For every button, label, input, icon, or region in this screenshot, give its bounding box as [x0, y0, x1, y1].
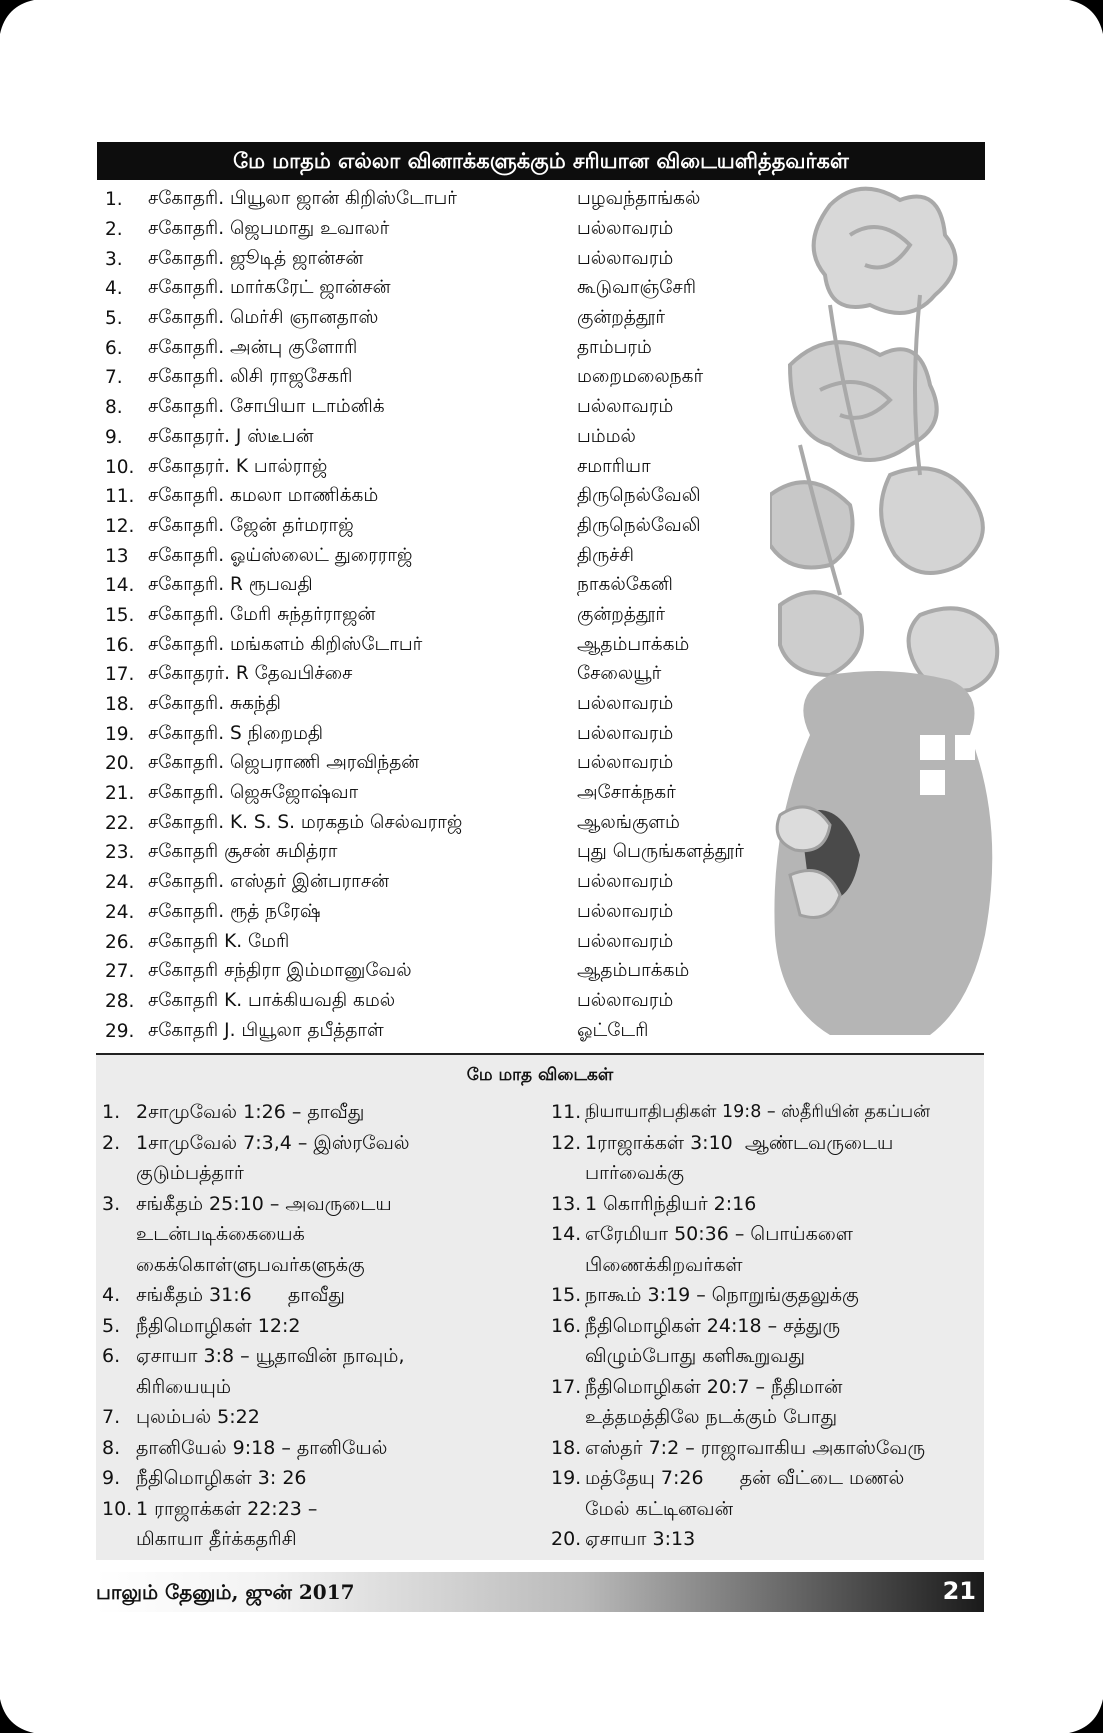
- list-item: [97, 719, 857, 749]
- answer-line: எஸ்தர் 7:2 – ராஜாவாகிய அகாஸ்வேரு: [585, 1436, 926, 1459]
- answer-line: நீதிமொழிகள் 24:18 – சத்துரு: [585, 1314, 841, 1337]
- winner-place: பல்லாவரம்: [577, 218, 674, 240]
- answer-text: [585, 1311, 981, 1372]
- winner-place: தாம்பரம்: [577, 336, 652, 358]
- list-item: [97, 512, 857, 542]
- answer-line: நாகூம் 3:19 – நொறுங்குதலுக்கு: [585, 1284, 859, 1306]
- answer-item: [102, 1128, 542, 1189]
- winner-place: பல்லாவரம்: [577, 930, 674, 952]
- winner-number: 24.: [105, 901, 135, 923]
- list-item: [97, 571, 857, 601]
- answer-number: 15.: [551, 1284, 582, 1306]
- winner-number: 8.: [105, 397, 123, 419]
- winner-number: 6.: [105, 337, 123, 359]
- answer-number: 20.: [551, 1528, 582, 1550]
- winner-number: 9.: [105, 426, 123, 448]
- list-item: [97, 898, 857, 928]
- answer-text: [585, 1524, 981, 1555]
- answer-line: நீதிமொழிகள் 3: 26: [136, 1467, 307, 1489]
- answer-item: [551, 1372, 981, 1433]
- corner-mark-icon: [1069, 0, 1103, 34]
- winner-name: சகோதரி. சுகந்தி: [148, 693, 281, 715]
- winner-number: 24.: [105, 872, 135, 894]
- page-number: 21: [942, 1577, 976, 1605]
- answer-text: [585, 1463, 981, 1524]
- answer-number: 10.: [102, 1497, 133, 1520]
- answer-item: [551, 1128, 981, 1189]
- answer-item: [102, 1433, 542, 1464]
- answer-line: 2சாமுவேல் 1:26 – தாவீது: [136, 1101, 365, 1123]
- winner-number: 7.: [105, 367, 123, 389]
- answer-number: 18.: [551, 1436, 582, 1459]
- answer-number: 13.: [551, 1192, 582, 1215]
- answer-line: உத்தமத்திலே நடக்கும் போது: [585, 1406, 838, 1428]
- winner-place: பல்லாவரம்: [577, 247, 674, 269]
- winner-name: சகோதரி K. மேரி: [148, 930, 290, 952]
- list-item: [97, 274, 857, 304]
- winner-place: பம்மல்: [577, 425, 636, 447]
- answer-item: [102, 1341, 542, 1402]
- winner-name: சகோதரி. ரூத் நரேஷ்: [148, 900, 321, 922]
- winner-place: குன்றத்தூர்: [577, 307, 666, 329]
- list-item: [97, 304, 857, 334]
- answer-number: 17.: [551, 1375, 582, 1398]
- answer-text: [585, 1128, 981, 1189]
- answer-line: ஏசாயா 3:8 – யூதாவின் நாவும்,: [136, 1345, 405, 1367]
- winner-place: திருச்சி: [577, 544, 635, 566]
- answer-line: நீதிமொழிகள் 20:7 – நீதிமான்: [585, 1375, 843, 1398]
- winner-number: 5.: [105, 308, 123, 330]
- answer-text: [585, 1280, 981, 1311]
- winner-place: குன்றத்தூர்: [577, 603, 666, 625]
- answer-line: நியாயாதிபதிகள் 19:8 – ஸ்தீரியின் தகப்பன்: [585, 1102, 931, 1122]
- winner-place: சமாரியா: [577, 455, 651, 477]
- answer-item: [551, 1280, 981, 1311]
- winner-name: சகோதரி. K. S. S. மரகதம் செல்வராஜ்: [148, 811, 463, 833]
- winner-name: சகோதரி. மெர்சி ஞானதாஸ்: [148, 307, 379, 329]
- winner-name: சகோதரி. கமலா மாணிக்கம்: [148, 485, 379, 507]
- winner-name: சகோதரி. S நிறைமதி: [148, 722, 324, 744]
- winner-number: 18.: [105, 694, 135, 716]
- winner-name: சகோதரர். K பால்ராஜ்: [148, 455, 328, 477]
- answer-text: [136, 1494, 542, 1555]
- winner-number: 11.: [105, 486, 135, 508]
- answer-number: 5.: [102, 1314, 121, 1337]
- answer-number: 11.: [551, 1101, 582, 1123]
- list-item: [97, 749, 857, 779]
- winner-place: பல்லாவரம்: [577, 693, 674, 715]
- magazine-name: பாலும் தேனும், ஜுன் 2017: [96, 1580, 355, 1604]
- answer-item: [102, 1494, 542, 1555]
- winner-number: 2.: [105, 219, 123, 241]
- answer-item: [102, 1189, 542, 1281]
- answers-right-column: [551, 1097, 981, 1555]
- winner-name: சகோதரி. மங்களம் கிறிஸ்டோபர்: [148, 633, 423, 655]
- list-item: [97, 1016, 857, 1046]
- answer-line: கைக்கொள்ளுபவர்களுக்கு: [136, 1253, 365, 1276]
- answer-number: 16.: [551, 1314, 582, 1337]
- winner-name: சகோதரி. ஜூடித் ஜான்சன்: [148, 247, 364, 269]
- answer-line: பார்வைக்கு: [585, 1162, 685, 1184]
- winner-place: பல்லாவரம்: [577, 871, 674, 893]
- answer-line: புலம்பல் 5:22: [136, 1406, 260, 1428]
- answer-number: 4.: [102, 1284, 121, 1306]
- list-item: [97, 215, 857, 245]
- list-item: [97, 541, 857, 571]
- winner-name: சகோதரி. எஸ்தர் இன்பராசன்: [148, 871, 390, 893]
- winner-number: 10.: [105, 456, 135, 478]
- answer-line: நீதிமொழிகள் 12:2: [136, 1314, 301, 1337]
- answer-line: எரேமியா 50:36 – பொய்களை: [585, 1223, 853, 1245]
- list-item: [97, 363, 857, 393]
- answer-text: [585, 1097, 981, 1128]
- winner-place: ஆலங்குளம்: [577, 811, 680, 833]
- answer-item: [551, 1097, 981, 1128]
- winner-number: 27.: [105, 961, 135, 983]
- winner-number: 3.: [105, 248, 123, 270]
- answer-number: 9.: [102, 1467, 121, 1489]
- list-item: [97, 660, 857, 690]
- list-item: [97, 630, 857, 660]
- winner-place: ஓட்டேரி: [577, 1019, 649, 1041]
- winner-number: 14.: [105, 575, 135, 597]
- list-item: [97, 987, 857, 1017]
- list-item: [97, 393, 857, 423]
- answer-number: 19.: [551, 1467, 582, 1489]
- answer-line: குடும்பத்தார்: [136, 1162, 244, 1184]
- answer-line: 1 கொரிந்தியர் 2:16: [585, 1192, 757, 1215]
- answer-number: 6.: [102, 1345, 121, 1367]
- answers-section: [96, 1053, 984, 1560]
- answer-line: மேல் கட்டினவன்: [585, 1497, 734, 1520]
- answer-item: [551, 1311, 981, 1372]
- answer-item: [551, 1189, 981, 1220]
- answer-text: [136, 1402, 542, 1433]
- winner-place: திருநெல்வேலி: [577, 485, 701, 507]
- answer-line: மிகாயா தீர்க்கதரிசி: [136, 1528, 297, 1550]
- answer-text: [136, 1189, 542, 1281]
- answer-text: [136, 1097, 542, 1128]
- list-item: [97, 690, 857, 720]
- list-item: [97, 452, 857, 482]
- corner-mark-icon: [1069, 1699, 1103, 1733]
- list-item: [97, 482, 857, 512]
- winner-place: ஆதம்பாக்கம்: [577, 633, 690, 655]
- winner-place: பல்லாவரம்: [577, 396, 674, 418]
- answer-line: சங்கீதம் 25:10 – அவருடைய: [136, 1192, 392, 1215]
- winner-place: பல்லாவரம்: [577, 752, 674, 774]
- answer-item: [551, 1219, 981, 1280]
- answer-text: [585, 1189, 981, 1220]
- answer-number: 8.: [102, 1436, 121, 1459]
- answer-line: விழும்போது களிகூறுவது: [585, 1345, 806, 1367]
- winner-name: சகோதரி. ஜெபராணி அரவிந்தன்: [148, 752, 420, 774]
- answer-line: ஏசாயா 3:13: [585, 1528, 696, 1550]
- winner-number: 17.: [105, 664, 135, 686]
- answer-line: உடன்படிக்கையைக்: [136, 1223, 305, 1245]
- winners-list: [97, 185, 857, 1046]
- winner-place: பல்லாவரம்: [577, 989, 674, 1011]
- winner-place: கூடுவாஞ்சேரி: [577, 277, 697, 299]
- page-title: மே மாதம் எல்லா வினாக்களுக்கும் சரியான விடையளித்தவர்கள்: [97, 142, 985, 180]
- answers-left-column: [102, 1097, 542, 1555]
- winner-number: 22.: [105, 812, 135, 834]
- answer-text: [136, 1128, 542, 1189]
- winner-name: சகோதரி. ஜெசுஜோஷ்வா: [148, 782, 359, 804]
- winner-name: சகோதரி. மேரி சுந்தர்ராஜன்: [148, 603, 376, 625]
- list-item: [97, 927, 857, 957]
- winner-name: சகோதரி. ஜேன் தர்மராஜ்: [148, 514, 354, 536]
- corner-mark-icon: [0, 1699, 34, 1733]
- winner-number: 12.: [105, 515, 135, 537]
- winner-number: 1.: [105, 189, 123, 211]
- winner-name: சகோதரி. மார்கரேட் ஜான்சன்: [148, 277, 391, 299]
- page-footer: [96, 1572, 984, 1612]
- list-item: [97, 244, 857, 274]
- winner-place: புது பெருங்களத்தூர்: [577, 841, 744, 863]
- answer-line: மத்தேயு 7:26 தன் வீட்டை மணல்: [585, 1467, 905, 1489]
- answer-number: 14.: [551, 1223, 582, 1245]
- winner-place: திருநெல்வேலி: [577, 514, 701, 536]
- winner-name: சகோதரி K. பாக்கியவதி கமல்: [148, 989, 396, 1011]
- winner-number: 16.: [105, 634, 135, 656]
- winner-place: சேலையூர்: [577, 663, 662, 685]
- answer-line: 1சாமுவேல் 7:3,4 – இஸ்ரவேல்: [136, 1131, 410, 1154]
- winner-place: பல்லாவரம்: [577, 900, 674, 922]
- answer-text: [585, 1433, 981, 1464]
- answer-number: 12.: [551, 1131, 582, 1154]
- answer-text: [585, 1372, 981, 1433]
- winner-name: சகோதரி. ஜெபமாது உவாலர்: [148, 218, 390, 240]
- winner-number: 19.: [105, 723, 135, 745]
- answer-item: [551, 1463, 981, 1524]
- answer-number: 1.: [102, 1101, 121, 1123]
- list-item: [97, 601, 857, 631]
- answer-item: [102, 1402, 542, 1433]
- list-item: [97, 333, 857, 363]
- winner-name: சகோதரி J. பியூலா தபீத்தாள்: [148, 1019, 384, 1041]
- winner-name: சகோதரி சந்திரா இம்மானுவேல்: [148, 960, 412, 982]
- winner-name: சகோதரி. அன்பு குளோரி: [148, 336, 358, 358]
- answers-heading: மே மாத விடைகள்: [466, 1065, 614, 1085]
- answer-line: 1 ராஜாக்கள் 22:23 –: [136, 1497, 318, 1520]
- answer-text: [585, 1219, 981, 1280]
- answer-text: [136, 1433, 542, 1464]
- answer-text: [136, 1341, 542, 1402]
- list-item: [97, 838, 857, 868]
- winner-name: சகோதரி சூசன் சுமித்ரா: [148, 841, 338, 863]
- answer-line: சங்கீதம் 31:6 தாவீது: [136, 1284, 345, 1306]
- winner-name: சகோதரர். J ஸ்டீபன்: [148, 425, 314, 447]
- winner-number: 15.: [105, 604, 135, 626]
- answer-number: 2.: [102, 1131, 121, 1154]
- list-item: [97, 779, 857, 809]
- winner-place: பல்லாவரம்: [577, 722, 674, 744]
- list-item: [97, 808, 857, 838]
- answer-item: [102, 1097, 542, 1128]
- winner-number: 21.: [105, 783, 135, 805]
- winner-number: 23.: [105, 842, 135, 864]
- winner-place: மறைமலைநகர்: [577, 366, 704, 388]
- winner-name: சகோதரி. ஓய்ஸ்லைட் துரைராஜ்: [148, 544, 413, 566]
- winner-name: சகோதரி. பியூலா ஜான் கிறிஸ்டோபர்: [148, 188, 457, 210]
- list-item: [97, 868, 857, 898]
- answer-item: [551, 1433, 981, 1464]
- winner-name: சகோதரி. லிசி ராஜசேகரி: [148, 366, 353, 388]
- winner-place: பழவந்தாங்கல்: [577, 188, 701, 210]
- winner-number: 13: [105, 545, 129, 567]
- answer-text: [136, 1280, 542, 1311]
- corner-mark-icon: [0, 0, 34, 34]
- answer-line: கிரியையும்: [136, 1375, 232, 1398]
- answer-text: [136, 1311, 542, 1342]
- answer-item: [102, 1311, 542, 1342]
- answer-line: தானியேல் 9:18 – தானியேல்: [136, 1436, 388, 1459]
- winner-number: 4.: [105, 278, 123, 300]
- winner-place: ஆதம்பாக்கம்: [577, 960, 690, 982]
- list-item: [97, 423, 857, 453]
- winner-name: சகோதரி. சோபியா டாம்னிக்: [148, 396, 385, 418]
- winner-name: சகோதரி. R ரூபவதி: [148, 574, 313, 596]
- answer-line: பிணைக்கிறவர்கள்: [585, 1253, 743, 1276]
- winner-number: 26.: [105, 931, 135, 953]
- list-item: [97, 185, 857, 215]
- winner-number: 29.: [105, 1020, 135, 1042]
- winner-number: 20.: [105, 753, 135, 775]
- winner-name: சகோதரர். R தேவபிச்சை: [148, 663, 353, 685]
- winner-number: 28.: [105, 990, 135, 1012]
- winner-place: நாகல்கேனி: [577, 574, 673, 596]
- list-item: [97, 957, 857, 987]
- answer-item: [102, 1463, 542, 1494]
- answer-line: 1ராஜாக்கள் 3:10 ஆண்டவருடைய: [585, 1131, 894, 1154]
- answer-number: 3.: [102, 1192, 121, 1215]
- answer-item: [102, 1280, 542, 1311]
- winner-place: அசோக்நகர்: [577, 782, 676, 804]
- answer-number: 7.: [102, 1406, 121, 1428]
- answer-item: [551, 1524, 981, 1555]
- answer-text: [136, 1463, 542, 1494]
